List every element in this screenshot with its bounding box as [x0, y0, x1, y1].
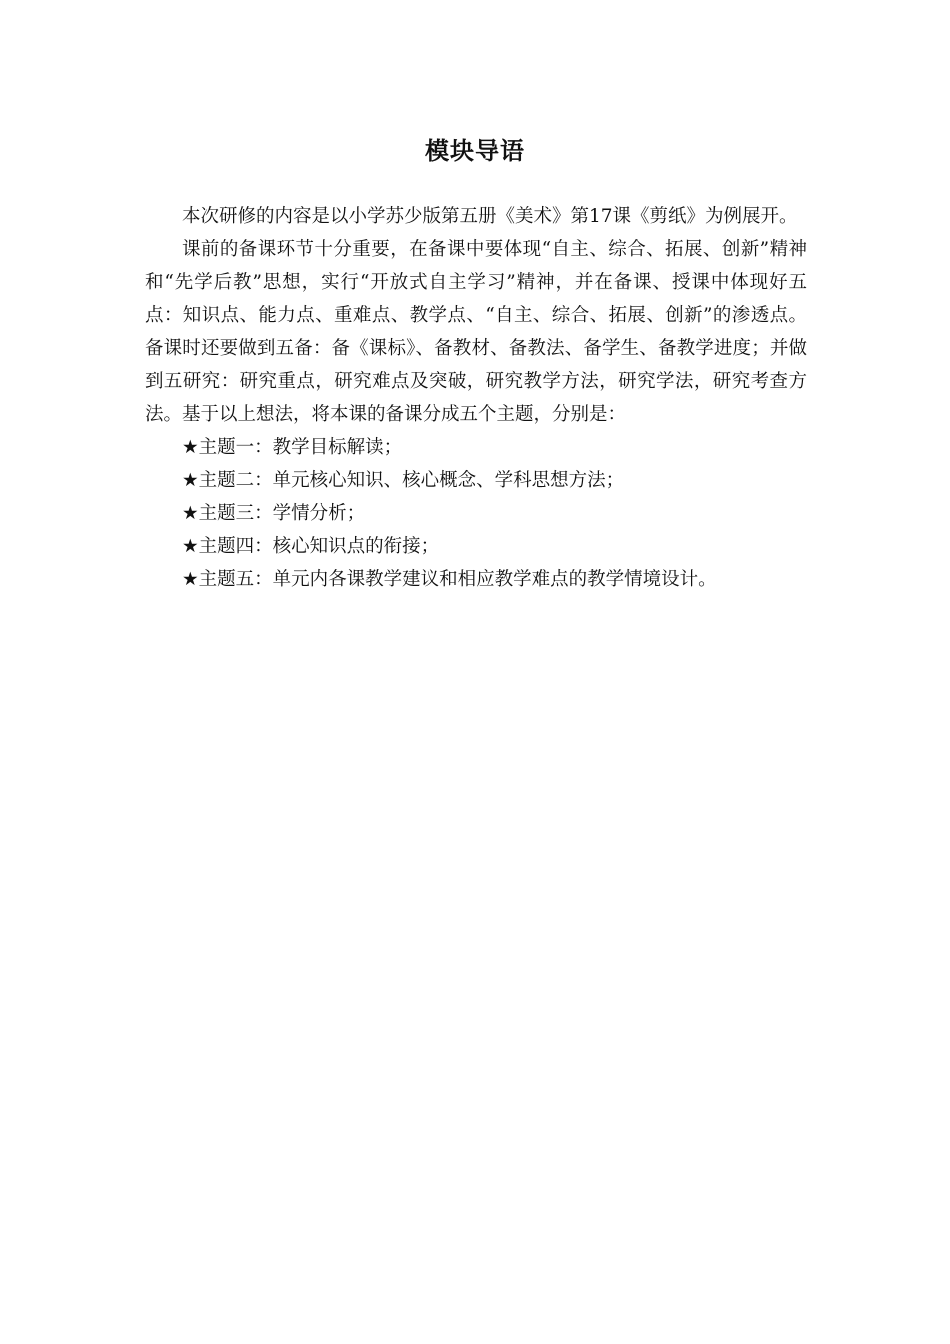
list-item — [145, 431, 807, 464]
intro-paragraph: 本次研修的内容是以小学苏少版第五册《美术》第17课《剪纸》为例展开。 — [182, 206, 798, 227]
star-icon: ★ — [182, 437, 199, 458]
topic-text: 主题一：教学目标解读； — [198, 437, 403, 458]
topic-text: 主题五：单元内各课教学建议和相应教学难点的教学情境设计。 — [198, 569, 717, 590]
list-item — [145, 563, 807, 596]
topic-text: 主题二：单元核心知识、核心概念、学科思想方法； — [198, 470, 625, 491]
list-item — [145, 530, 807, 563]
star-icon: ★ — [182, 503, 199, 524]
topic-list — [145, 431, 807, 596]
body-paragraph: 课前的备课环节十分重要，在备课中要体现“自主、综合、拓展、创新”精神和“先学后教”思想，实行“开放式自主学习”精神，并在备课、授课中体现好五点：知识点、能力点、重难点、教学点、“自主、综合、拓展、创新”的渗透点。备课时还要做到五备：备《课标》、备教材、备教法、备学生、备教学进度；并做到五研究：研究重点，研究难点及突破，研究教学方法，研究学法，研究考查方法。基于以上想法，将本课的备课分成五个主题，分别是： — [145, 239, 807, 425]
list-item — [145, 497, 807, 530]
star-icon: ★ — [182, 536, 199, 557]
document-body — [145, 200, 807, 596]
list-item — [145, 464, 807, 497]
page-title: 模块导语 — [425, 137, 525, 165]
star-icon: ★ — [182, 470, 199, 491]
star-icon: ★ — [182, 569, 199, 590]
topic-text: 主题三：学情分析； — [198, 503, 366, 524]
topic-text: 主题四：核心知识点的衔接； — [198, 536, 440, 557]
